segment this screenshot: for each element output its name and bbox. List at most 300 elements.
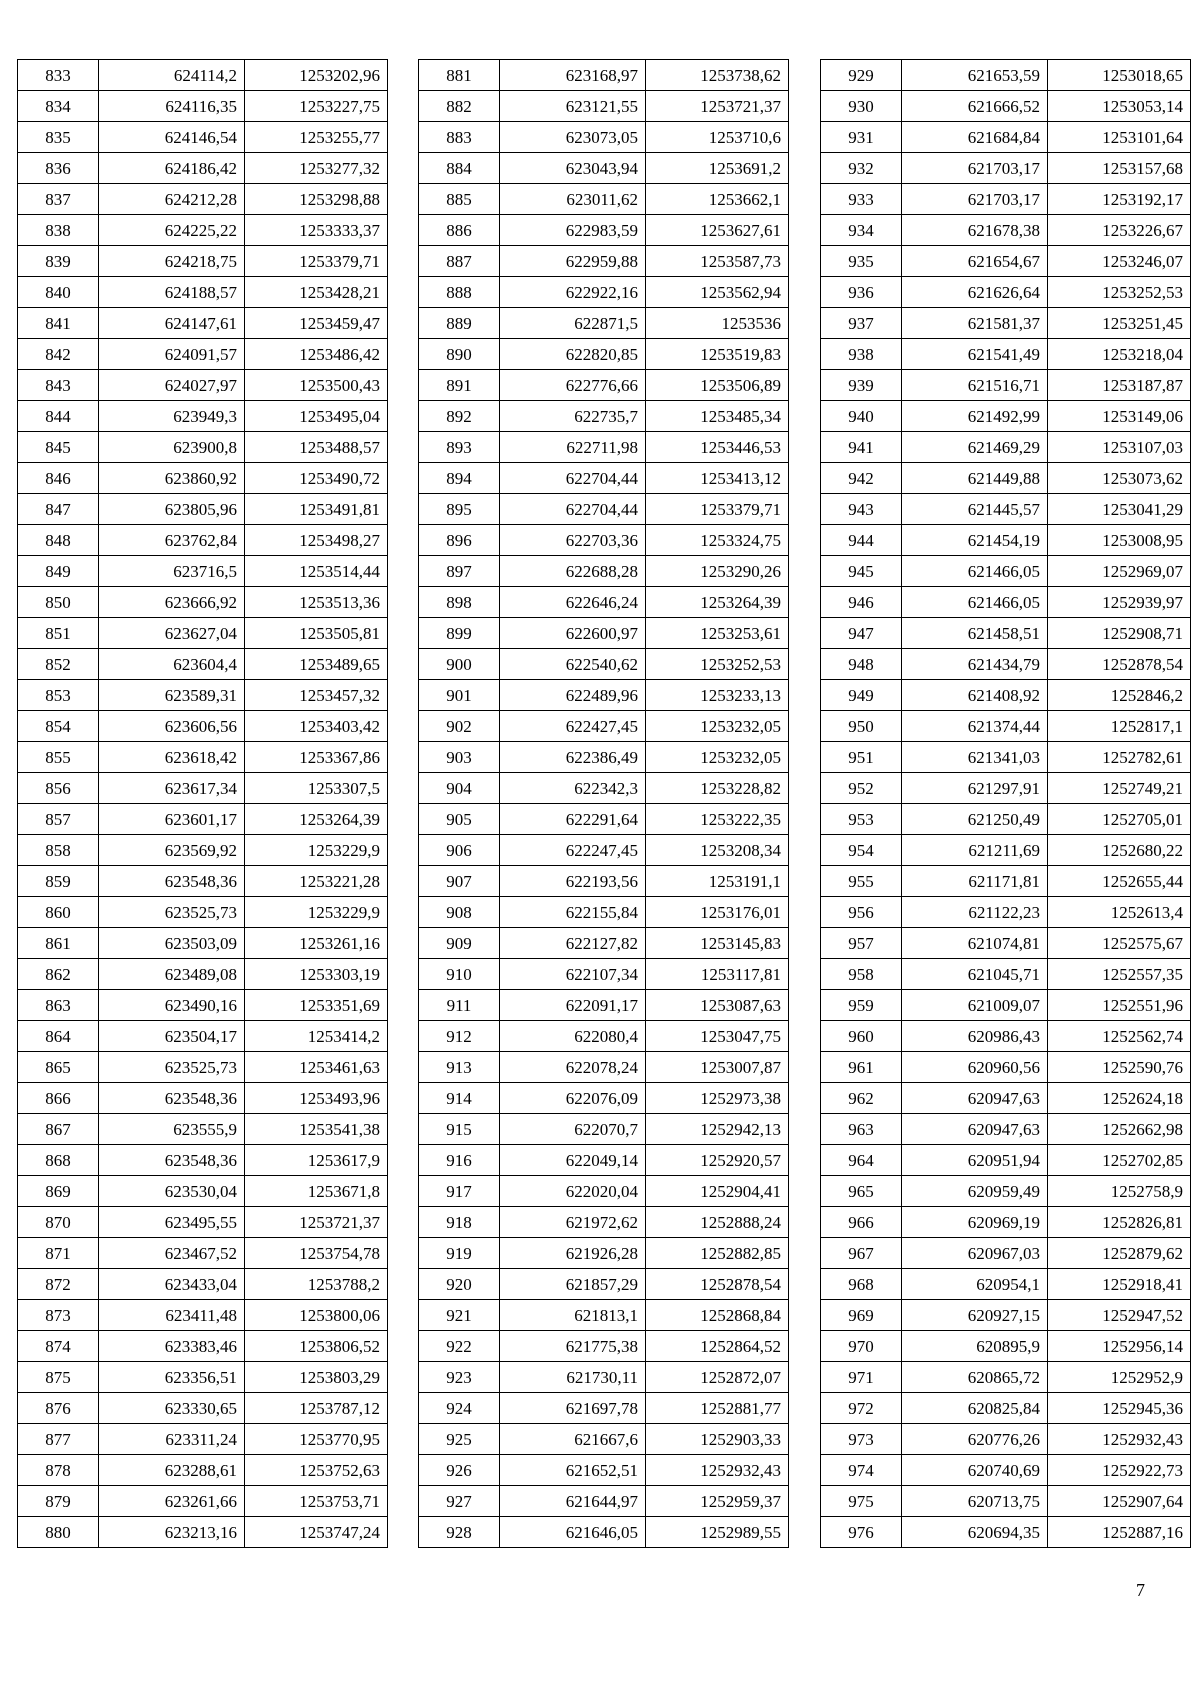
point-number: 971 [821,1362,902,1393]
y-coordinate: 1252947,52 [1048,1300,1191,1331]
x-coordinate: 621045,71 [902,959,1048,990]
y-coordinate: 1253227,75 [245,91,388,122]
point-number: 837 [18,184,99,215]
point-number: 928 [419,1517,500,1548]
point-number: 895 [419,494,500,525]
table-row [18,804,388,835]
y-coordinate: 1252887,16 [1048,1517,1191,1548]
y-coordinate: 1253747,24 [245,1517,388,1548]
x-coordinate: 624188,57 [99,277,245,308]
table-row [419,711,789,742]
point-number: 944 [821,525,902,556]
x-coordinate: 620986,43 [902,1021,1048,1052]
table-row [821,1114,1191,1145]
y-coordinate: 1252826,81 [1048,1207,1191,1238]
y-coordinate: 1253379,71 [245,246,388,277]
table-row [419,897,789,928]
table-row [18,463,388,494]
point-number: 893 [419,432,500,463]
point-number: 960 [821,1021,902,1052]
x-coordinate: 621466,05 [902,556,1048,587]
y-coordinate: 1253587,73 [646,246,789,277]
point-number: 955 [821,866,902,897]
table-row [419,308,789,339]
x-coordinate: 620740,69 [902,1455,1048,1486]
point-number: 953 [821,804,902,835]
y-coordinate: 1253493,96 [245,1083,388,1114]
point-number: 861 [18,928,99,959]
y-coordinate: 1252945,36 [1048,1393,1191,1424]
point-number: 921 [419,1300,500,1331]
y-coordinate: 1253505,81 [245,618,388,649]
point-number: 918 [419,1207,500,1238]
table-row [821,1455,1191,1486]
y-coordinate: 1252918,41 [1048,1269,1191,1300]
point-number: 932 [821,153,902,184]
table-row [419,215,789,246]
y-coordinate: 1253787,12 [245,1393,388,1424]
y-coordinate: 1252662,98 [1048,1114,1191,1145]
table-row [821,432,1191,463]
x-coordinate: 621581,37 [902,308,1048,339]
point-number: 858 [18,835,99,866]
x-coordinate: 623490,16 [99,990,245,1021]
table-row [821,680,1191,711]
table-row [419,153,789,184]
x-coordinate: 621466,05 [902,587,1048,618]
point-number: 833 [18,60,99,91]
y-coordinate: 1252959,37 [646,1486,789,1517]
x-coordinate: 621626,64 [902,277,1048,308]
point-number: 877 [18,1424,99,1455]
y-coordinate: 1253101,64 [1048,122,1191,153]
table-row [419,556,789,587]
point-number: 933 [821,184,902,215]
table-row [419,1083,789,1114]
table-row [821,370,1191,401]
point-number: 853 [18,680,99,711]
table-row [18,122,388,153]
point-number: 925 [419,1424,500,1455]
x-coordinate: 624218,75 [99,246,245,277]
x-coordinate: 624146,54 [99,122,245,153]
x-coordinate: 622489,96 [500,680,646,711]
point-number: 904 [419,773,500,804]
table-row [821,866,1191,897]
point-number: 920 [419,1269,500,1300]
table-row [419,1393,789,1424]
point-number: 899 [419,618,500,649]
point-number: 938 [821,339,902,370]
x-coordinate: 623548,36 [99,866,245,897]
x-coordinate: 624027,97 [99,370,245,401]
table-row [419,680,789,711]
table-row [18,866,388,897]
point-number: 900 [419,649,500,680]
point-number: 873 [18,1300,99,1331]
y-coordinate: 1253752,63 [245,1455,388,1486]
x-coordinate: 623606,56 [99,711,245,742]
point-number: 945 [821,556,902,587]
x-coordinate: 621445,57 [902,494,1048,525]
table-row [18,742,388,773]
y-coordinate: 1252749,21 [1048,773,1191,804]
x-coordinate: 621434,79 [902,649,1048,680]
y-coordinate: 1253290,26 [646,556,789,587]
y-coordinate: 1253617,9 [245,1145,388,1176]
point-number: 964 [821,1145,902,1176]
x-coordinate: 620776,26 [902,1424,1048,1455]
table-row [419,463,789,494]
y-coordinate: 1253662,1 [646,184,789,215]
point-number: 919 [419,1238,500,1269]
y-coordinate: 1253246,07 [1048,246,1191,277]
point-number: 914 [419,1083,500,1114]
point-number: 972 [821,1393,902,1424]
y-coordinate: 1253087,63 [646,990,789,1021]
point-number: 886 [419,215,500,246]
x-coordinate: 623411,48 [99,1300,245,1331]
x-coordinate: 622342,3 [500,773,646,804]
table-row [18,432,388,463]
y-coordinate: 1253333,37 [245,215,388,246]
x-coordinate: 623288,61 [99,1455,245,1486]
table-row [821,711,1191,742]
point-number: 890 [419,339,500,370]
point-number: 897 [419,556,500,587]
y-coordinate: 1252868,84 [646,1300,789,1331]
x-coordinate: 620895,9 [902,1331,1048,1362]
table-row [18,959,388,990]
x-coordinate: 621654,67 [902,246,1048,277]
x-coordinate: 622871,5 [500,308,646,339]
table-row [18,1114,388,1145]
table-row [419,1269,789,1300]
x-coordinate: 621775,38 [500,1331,646,1362]
table-row [419,928,789,959]
x-coordinate: 623330,65 [99,1393,245,1424]
y-coordinate: 1253107,03 [1048,432,1191,463]
table-row [18,680,388,711]
y-coordinate: 1253307,5 [245,773,388,804]
table-row [821,277,1191,308]
table-row [18,1052,388,1083]
table-row [419,1486,789,1517]
table-row [419,1207,789,1238]
point-number: 936 [821,277,902,308]
x-coordinate: 623073,05 [500,122,646,153]
point-number: 854 [18,711,99,742]
y-coordinate: 1253047,75 [646,1021,789,1052]
y-coordinate: 1253536 [646,308,789,339]
table-row [821,1083,1191,1114]
y-coordinate: 1253414,2 [245,1021,388,1052]
y-coordinate: 1252878,54 [1048,649,1191,680]
point-number: 896 [419,525,500,556]
point-number: 926 [419,1455,500,1486]
table-row [821,1424,1191,1455]
x-coordinate: 621652,51 [500,1455,646,1486]
table-row [419,277,789,308]
point-number: 860 [18,897,99,928]
y-coordinate: 1252952,9 [1048,1362,1191,1393]
x-coordinate: 623762,84 [99,525,245,556]
y-coordinate: 1253446,53 [646,432,789,463]
y-coordinate: 1253754,78 [245,1238,388,1269]
y-coordinate: 1253691,2 [646,153,789,184]
point-number: 898 [419,587,500,618]
y-coordinate: 1253367,86 [245,742,388,773]
y-coordinate: 1253229,9 [245,897,388,928]
x-coordinate: 623525,73 [99,897,245,928]
point-number: 916 [419,1145,500,1176]
point-number: 973 [821,1424,902,1455]
point-number: 940 [821,401,902,432]
x-coordinate: 620960,56 [902,1052,1048,1083]
y-coordinate: 1253562,94 [646,277,789,308]
table-row [821,525,1191,556]
y-coordinate: 1252758,9 [1048,1176,1191,1207]
y-coordinate: 1253041,29 [1048,494,1191,525]
x-coordinate: 622076,09 [500,1083,646,1114]
table-row [821,897,1191,928]
y-coordinate: 1252932,43 [646,1455,789,1486]
table-row [821,1207,1191,1238]
y-coordinate: 1252872,07 [646,1362,789,1393]
x-coordinate: 621492,99 [902,401,1048,432]
point-number: 958 [821,959,902,990]
point-number: 910 [419,959,500,990]
y-coordinate: 1253486,42 [245,339,388,370]
point-number: 838 [18,215,99,246]
x-coordinate: 623525,73 [99,1052,245,1083]
table-row [821,463,1191,494]
table-row [18,711,388,742]
x-coordinate: 624186,42 [99,153,245,184]
y-coordinate: 1253428,21 [245,277,388,308]
y-coordinate: 1253710,6 [646,122,789,153]
y-coordinate: 1253803,29 [245,1362,388,1393]
table-row [18,215,388,246]
table-row [821,556,1191,587]
table-row [18,835,388,866]
point-number: 911 [419,990,500,1021]
y-coordinate: 1253218,04 [1048,339,1191,370]
table-row [18,556,388,587]
x-coordinate: 622922,16 [500,277,646,308]
x-coordinate: 622291,64 [500,804,646,835]
x-coordinate: 620927,15 [902,1300,1048,1331]
table-row [821,1393,1191,1424]
y-coordinate: 1253303,19 [245,959,388,990]
point-number: 939 [821,370,902,401]
x-coordinate: 621458,51 [902,618,1048,649]
table-row [18,1300,388,1331]
point-number: 905 [419,804,500,835]
table-row [18,928,388,959]
table-row [18,1176,388,1207]
x-coordinate: 623589,31 [99,680,245,711]
x-coordinate: 623168,97 [500,60,646,91]
y-coordinate: 1253264,39 [646,587,789,618]
x-coordinate: 621341,03 [902,742,1048,773]
table-row [419,339,789,370]
table-row [419,1238,789,1269]
point-number: 883 [419,122,500,153]
x-coordinate: 623213,16 [99,1517,245,1548]
x-coordinate: 622155,84 [500,897,646,928]
point-number: 966 [821,1207,902,1238]
point-number: 894 [419,463,500,494]
table-row [419,401,789,432]
x-coordinate: 620947,63 [902,1083,1048,1114]
point-number: 922 [419,1331,500,1362]
x-coordinate: 622247,45 [500,835,646,866]
point-number: 947 [821,618,902,649]
point-number: 889 [419,308,500,339]
x-coordinate: 622703,36 [500,525,646,556]
point-number: 968 [821,1269,902,1300]
x-coordinate: 622020,04 [500,1176,646,1207]
point-number: 834 [18,91,99,122]
y-coordinate: 1253457,32 [245,680,388,711]
y-coordinate: 1252879,62 [1048,1238,1191,1269]
x-coordinate: 623489,08 [99,959,245,990]
table-row [821,804,1191,835]
table-row [18,1021,388,1052]
point-number: 967 [821,1238,902,1269]
point-number: 913 [419,1052,500,1083]
point-number: 865 [18,1052,99,1083]
table-row [821,1486,1191,1517]
x-coordinate: 623504,17 [99,1021,245,1052]
table-row [821,1517,1191,1548]
table-row [821,618,1191,649]
y-coordinate: 1253298,88 [245,184,388,215]
x-coordinate: 623949,3 [99,401,245,432]
point-number: 963 [821,1114,902,1145]
x-coordinate: 622646,24 [500,587,646,618]
point-number: 881 [419,60,500,91]
table-row [419,60,789,91]
table-row [18,1083,388,1114]
point-number: 884 [419,153,500,184]
y-coordinate: 1253145,83 [646,928,789,959]
point-number: 891 [419,370,500,401]
page-number: 7 [1136,1580,1145,1600]
x-coordinate: 621730,11 [500,1362,646,1393]
y-coordinate: 1252702,85 [1048,1145,1191,1176]
y-coordinate: 1253324,75 [646,525,789,556]
point-number: 961 [821,1052,902,1083]
y-coordinate: 1253541,38 [245,1114,388,1145]
point-number: 882 [419,91,500,122]
table-row [821,1176,1191,1207]
point-number: 907 [419,866,500,897]
table-row [419,990,789,1021]
table-row [821,215,1191,246]
table-row [18,587,388,618]
y-coordinate: 1253490,72 [245,463,388,494]
table-row [18,525,388,556]
y-coordinate: 1253192,17 [1048,184,1191,215]
y-coordinate: 1253379,71 [646,494,789,525]
y-coordinate: 1252590,76 [1048,1052,1191,1083]
y-coordinate: 1253073,62 [1048,463,1191,494]
y-coordinate: 1252613,4 [1048,897,1191,928]
table-row [821,1052,1191,1083]
x-coordinate: 621374,44 [902,711,1048,742]
x-coordinate: 622735,7 [500,401,646,432]
coordinates-table-2 [418,59,789,1548]
y-coordinate: 1252864,52 [646,1331,789,1362]
x-coordinate: 624116,35 [99,91,245,122]
point-number: 909 [419,928,500,959]
table-row [18,184,388,215]
x-coordinate: 622386,49 [500,742,646,773]
y-coordinate: 1253788,2 [245,1269,388,1300]
point-number: 875 [18,1362,99,1393]
y-coordinate: 1253252,53 [646,649,789,680]
x-coordinate: 622959,88 [500,246,646,277]
table-row [18,153,388,184]
y-coordinate: 1252575,67 [1048,928,1191,959]
point-number: 934 [821,215,902,246]
y-coordinate: 1253253,61 [646,618,789,649]
x-coordinate: 621454,19 [902,525,1048,556]
table-row [419,1300,789,1331]
x-coordinate: 623356,51 [99,1362,245,1393]
y-coordinate: 1252908,71 [1048,618,1191,649]
table-row [419,246,789,277]
y-coordinate: 1253252,53 [1048,277,1191,308]
point-number: 835 [18,122,99,153]
table-row [18,618,388,649]
table-row [18,339,388,370]
point-number: 874 [18,1331,99,1362]
y-coordinate: 1253149,06 [1048,401,1191,432]
x-coordinate: 622688,28 [500,556,646,587]
point-number: 843 [18,370,99,401]
table-row [821,401,1191,432]
point-number: 846 [18,463,99,494]
table-row [18,370,388,401]
y-coordinate: 1253232,05 [646,742,789,773]
table-row [18,1486,388,1517]
point-number: 866 [18,1083,99,1114]
table-row [821,339,1191,370]
y-coordinate: 1252557,35 [1048,959,1191,990]
point-number: 906 [419,835,500,866]
y-coordinate: 1252989,55 [646,1517,789,1548]
y-coordinate: 1252969,07 [1048,556,1191,587]
point-number: 872 [18,1269,99,1300]
x-coordinate: 623043,94 [500,153,646,184]
point-number: 912 [419,1021,500,1052]
table-row [18,1517,388,1548]
point-number: 888 [419,277,500,308]
y-coordinate: 1253403,42 [245,711,388,742]
x-coordinate: 623261,66 [99,1486,245,1517]
x-coordinate: 622070,7 [500,1114,646,1145]
x-coordinate: 620825,84 [902,1393,1048,1424]
x-coordinate: 621813,1 [500,1300,646,1331]
point-number: 878 [18,1455,99,1486]
table-row [821,91,1191,122]
y-coordinate: 1253514,44 [245,556,388,587]
table-row [821,246,1191,277]
table-row [821,742,1191,773]
